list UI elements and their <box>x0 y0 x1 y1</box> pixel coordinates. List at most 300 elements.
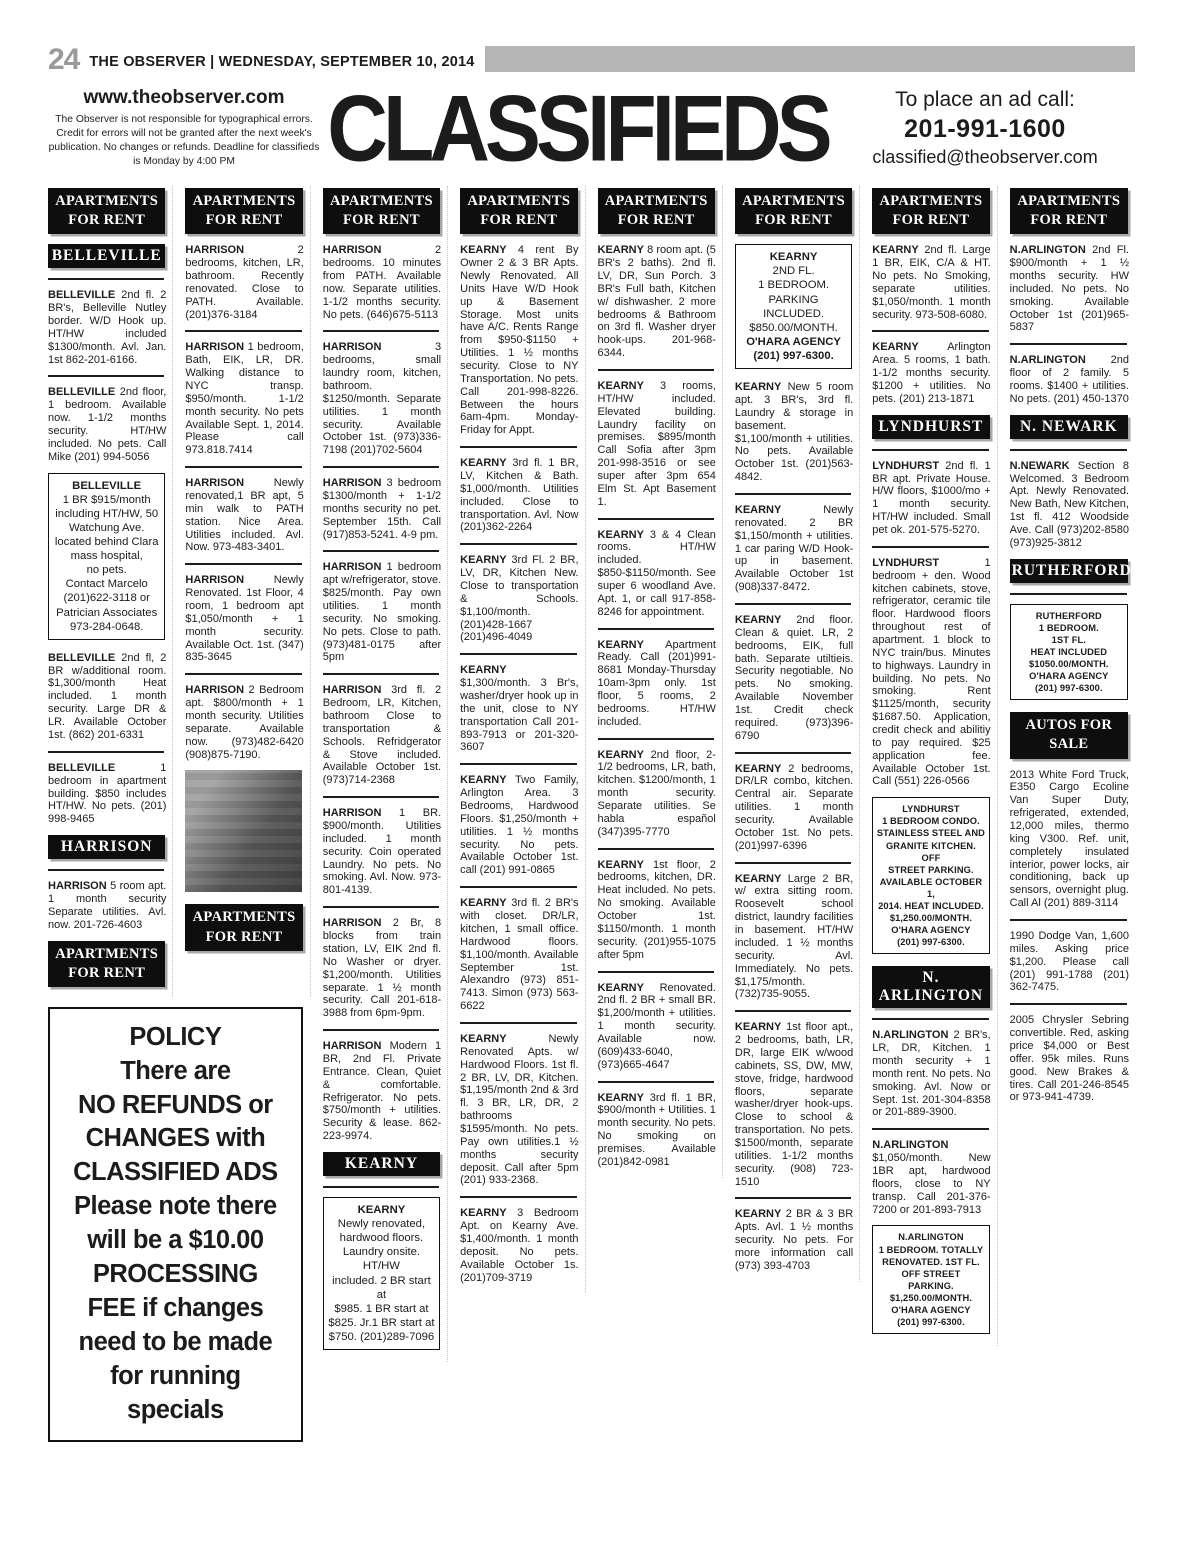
ad-divider <box>460 446 576 448</box>
classified-ad <box>598 859 716 962</box>
category-header: APARTMENTS FOR RENT <box>323 188 440 234</box>
section-header: BELLEVILLE <box>48 244 165 268</box>
boxed-ad-line: 1 BEDROOM CONDO. <box>882 816 980 827</box>
classified-ad <box>48 386 166 463</box>
classified-ad <box>460 1033 578 1187</box>
ad-lead: KEARNY <box>597 981 644 994</box>
ad-text: 2nd fl. 1 BR apt. Private House. H/W floors, $1000/mo + 1 month security. HT/HW included. Small pet ok. 201-575-5270. <box>872 459 991 536</box>
ad-divider <box>460 653 576 655</box>
boxed-ad-line: OFF STREET <box>901 1268 961 1279</box>
ad-lead: KEARNY <box>460 1032 507 1045</box>
category-header: APARTMENTS FOR RENT <box>185 188 302 234</box>
ad-text: 2nd fl. 2 BR's, Belleville Nutley border. W/D Hook up. HT/HW included $1300/month. Avl. Jan. 1st 862-201-6166. <box>48 289 167 366</box>
boxed-ad-line: GRANITE KITCHEN. OFF <box>885 840 976 863</box>
ad-text: Large 2 BR, w/ extra sitting room. Roosevelt school district, laundry facilities in basement. HT/HW included. 1 ½ months security. Avl. Immediately. No pets. $1,175/month. (732)735-9055. <box>734 872 854 1001</box>
ad-text: 2 BR & 3 BR Apts. Avl. 1 ½ months security. No pets. For more information call (973) 393-4703 <box>734 1208 854 1272</box>
ad-text: 2 bedrooms, kitchen, LR, bathroom. Recently renovated. Close to PATH. Available. (201)376-3184 <box>185 244 304 321</box>
ad-text: 2nd floor. Clean & quiet. LR, 2 bedrooms, EIK, full bath. Separate utiltieis. Security negotiable. No pets. No smoking. Available November 1st. Credit check required. (973)396-6790 <box>734 614 854 742</box>
classified-ad <box>48 762 166 826</box>
page-number: 24 <box>48 43 80 76</box>
ad-text: 2013 White Ford Truck, E350 Cargo Ecoline Van Super Duty, refrigerated, extended, 12,000 miles, thermo king V300. Ref. unit, completely insulated interior, power locks, air conditioning, back up sensors, overnight plug. Call Al (201) 889-3114 <box>1009 768 1129 910</box>
ad-lead: HARRISON <box>322 561 382 574</box>
ad-divider <box>460 1196 576 1198</box>
boxed-ad-line: 1ST FL. <box>1051 634 1086 645</box>
boxed-ad-line: BELLEVILLE <box>72 479 142 492</box>
ad-divider <box>185 330 301 332</box>
classified-ad <box>735 1208 853 1272</box>
classified-ad <box>872 244 990 321</box>
boxed-ad-line: N.ARLINGTON <box>898 1232 964 1243</box>
ad-divider <box>1010 593 1127 595</box>
page-title: CLASSIFIEDS <box>327 75 828 181</box>
ad-text: Newly Renovated. 1st Floor, 4 room, 1 bedroom apt $1,050/month + 1 month security. Available Oct. 1st. (347) 835-3645 <box>185 574 304 664</box>
ad-divider <box>48 869 164 871</box>
ad-lead: KEARNY <box>734 381 782 394</box>
ad-divider <box>872 546 988 548</box>
classified-ad <box>460 244 578 437</box>
ad-text: 2nd Fl. $900/month + 1 ½ months security. HW included. No pets. No smoking. Available October 1st (201)965-5837 <box>1009 244 1129 334</box>
ad-lead: KEARNY <box>460 244 507 257</box>
ad-lead: HARRISON <box>322 244 382 257</box>
ad-text: Arlington Area. 5 rooms, 1 bath. 1-1/2 months security. $1200 + utilities. No pets. (201) 213-1871 <box>872 341 991 405</box>
classified-ad <box>872 557 990 788</box>
disclaimer-text: The Observer is not responsible for typographical errors. Credit for errors will not be granted after the next week's publication. No changes or refunds. Deadline for classifieds is Monday by 4:00 PM <box>48 114 320 167</box>
boxed-ad-line: $850.00/MONTH. <box>749 321 838 334</box>
ad-divider <box>1010 449 1127 451</box>
ad-divider <box>598 518 714 520</box>
boxed-ad-line: located behind Clara <box>54 536 159 548</box>
classified-ad <box>323 341 441 457</box>
classified-ad <box>48 289 166 366</box>
masthead-strip <box>48 43 1135 76</box>
boxed-ad-line: including HT/HW, 50 <box>55 507 159 520</box>
ad-text: Apartment Ready. Call (201)991-8681 Monday-Thursday 10am-3pm only. 1st floor, 5 rooms, 2 bedrooms. HT/HW included. <box>597 638 716 728</box>
section-header: N. ARLINGTON <box>872 966 989 1008</box>
boxed-ad-line: (201) 997-6300. <box>1034 683 1103 694</box>
ad-divider <box>185 563 301 565</box>
classified-ad <box>460 457 578 534</box>
ad-text: 2005 Chrysler Sebring convertible. Red, asking price $4,000 or Best offer. 95k miles. Runs good. New Brakes & tires. Call 201-246-8545 or 973-941-4739. <box>1009 1014 1129 1104</box>
ad-text: 3 bedroom $1300/month + 1-1/2 months security no pet. September 15th. Call (917)853-5241. 4-9 pm. <box>322 477 442 541</box>
ad-divider <box>598 738 714 740</box>
column-1 <box>48 186 173 997</box>
ad-divider <box>323 330 439 332</box>
ad-divider <box>48 751 164 753</box>
publisher-info <box>48 87 320 169</box>
ad-divider <box>1010 343 1127 345</box>
site-url: www.theobserver.com <box>83 87 285 109</box>
classified-ad <box>185 684 303 761</box>
ad-divider <box>48 278 164 280</box>
ad-divider <box>460 886 576 888</box>
ad-divider <box>460 1022 576 1024</box>
classified-ad <box>323 807 441 897</box>
classified-ad <box>1010 354 1129 405</box>
ad-lead: KEARNY <box>460 554 507 567</box>
ad-lead: KEARNY <box>460 457 507 470</box>
ad-text: Two Family, Arlington Area. 3 Bedrooms, Hardwood Floors. $1,250/month + utilities. 1 ½ months security. No pets. Available October 1st. call (201) 991-0865 <box>460 774 579 877</box>
ad-divider <box>460 543 576 545</box>
ad-text: 3 Bedroom Apt. on Kearny Ave. $1,400/month. 1 month deposit. No pets. Available October 1s. (201)709-3719 <box>460 1207 579 1284</box>
category-header: APARTMENTS FOR RENT <box>735 188 852 234</box>
classified-ad <box>735 504 853 594</box>
boxed-ad-line: Newly renovated, <box>337 1218 426 1231</box>
classified-ad <box>185 341 303 457</box>
left-columns-row <box>48 186 311 997</box>
classified-ad <box>323 561 441 664</box>
boxed-ad-line: 1 BR $915/month <box>62 493 151 506</box>
ad-lead: KEARNY <box>597 1091 644 1104</box>
column-4 <box>460 186 585 1293</box>
classified-ad <box>460 897 578 1013</box>
boxed-ad-line: STAINLESS STEEL AND <box>876 828 985 839</box>
ad-text: 1 bedroom, Bath, EIK, LR, DR. Walking distance to NYC transp. $950/month. 1-1/2 month security. No pets Available Sept. 1, 2014. Please call 973.818.7414 <box>185 341 304 457</box>
ad-text: New 5 room apt. 3 BR's, 3rd fl. Laundry & storage in basement. $1,100/month + utilities. No pets. Available October 1st. (201)563-4842. <box>734 381 854 484</box>
ad-lead: HARRISON <box>185 574 245 587</box>
ad-lead: KEARNY <box>597 379 644 392</box>
ad-text: Newly renovated,1 BR apt, 5 min walk to PATH station. Nice Area. Utilities included. Avl. Now. 973-483-3401. <box>185 477 304 554</box>
classified-ad <box>460 774 578 877</box>
policy-line: CLASSIFIED ADS <box>73 1158 278 1187</box>
ad-text: 2nd fl. Large 1 BR, EIK, C/A & HT. No pets. No Smoking, separate utilities. $1,050/month. 1 month security. 973-508-6080. <box>872 244 991 321</box>
left-column-stack <box>48 186 311 1442</box>
boxed-ad-line: HEAT INCLUDED <box>1030 646 1108 657</box>
ad-text: 2nd floor, 1 bedroom. Available now. 1-1/2 months security. HT/HW included. No pets. Call Mike (201) 994-5056 <box>48 386 167 463</box>
ad-text: 1st floor, 2 bedrooms, kitchen, DR. Heat included. No pets. No smoking. Available October 1st. $1150/month. 1 month security. (201)955-1075 after 5pm <box>597 858 716 961</box>
ad-lead: KEARNY <box>734 614 782 627</box>
policy-line: CHANGES with <box>85 1124 266 1153</box>
ad-lead: HARRISON <box>322 917 382 930</box>
ad-divider <box>735 1197 851 1199</box>
classified-ad <box>735 614 853 743</box>
ad-lead: KEARNY <box>734 762 782 775</box>
classified-ad <box>735 381 853 484</box>
boxed-ad-line: STREET PARKING. <box>888 864 974 875</box>
ad-divider <box>872 330 988 332</box>
ad-text: 1 bedroom apt w/refrigerator, stove. $825/month. Pay own utilities. 1 month security. No smoking. No pets. Close to path. (973)481-0175 after 5pm <box>322 561 442 664</box>
classified-ad <box>323 917 441 1020</box>
ad-call-label: To place an ad call: <box>895 88 1075 111</box>
ad-text: 2nd floor of 2 family. 5 rooms. $1400 + utilities. No pets. (201) 450-1370 <box>1009 354 1129 405</box>
classified-ad <box>1010 244 1129 334</box>
policy-line: NO REFUNDS or <box>78 1090 273 1119</box>
ad-divider <box>185 466 301 468</box>
ad-lead: KEARNY <box>597 748 644 761</box>
ad-call-phone: 201-991-1600 <box>904 115 1066 143</box>
classified-ad <box>598 529 716 619</box>
column-8 <box>1010 186 1135 1113</box>
boxed-ad <box>48 473 165 640</box>
contact-info <box>835 88 1135 168</box>
classified-ad <box>735 1021 853 1188</box>
boxed-ad-line: mass hospital, <box>70 550 143 563</box>
classified-ad <box>872 460 990 537</box>
boxed-ad <box>872 797 989 954</box>
boxed-ad-line: O'HARA AGENCY <box>746 335 841 348</box>
ad-lead: HARRISON <box>322 1040 382 1053</box>
ad-divider <box>460 763 576 765</box>
ad-lead: KEARNY <box>460 774 507 787</box>
category-header: APARTMENTS FOR RENT <box>48 941 165 987</box>
boxed-ad-line: $1,250.00/MONTH. <box>889 1292 973 1303</box>
boxed-ad-line: Watchung Ave. <box>69 521 145 534</box>
classified-ad <box>460 554 578 644</box>
classified-ad <box>598 380 716 509</box>
ad-lead: KEARNY <box>460 664 507 677</box>
policy-line: need to be made <box>78 1327 273 1356</box>
category-header: AUTOS FOR SALE <box>1010 712 1128 758</box>
boxed-ad-line: KEARNY <box>769 251 818 264</box>
ad-text: 1 BR. $900/month. Utilities included. 1 month security. Coin operated Laundry. No pets. No smoking. Avl. Now. 973-801-4139. <box>322 807 442 897</box>
ad-divider <box>598 628 714 630</box>
ad-lead: KEARNY <box>460 897 507 910</box>
category-header: APARTMENTS FOR RENT <box>460 188 577 234</box>
ad-text: 3rd fl. 1 BR, $900/month + Utilities. 1 month security. No pets. No smoking on premises. Available (201)842-0981 <box>597 1091 716 1168</box>
listing-photo <box>185 770 301 892</box>
ad-lead: KEARNY <box>872 244 919 257</box>
column-3 <box>323 186 448 1362</box>
ad-divider <box>48 375 164 377</box>
ad-divider <box>323 1186 439 1188</box>
ad-lead: HARRISON <box>322 807 382 820</box>
ad-text: Modern 1 BR, 2nd Fl. Private Entrance. Clean, Quiet & comfortable. Refrigerator. No pets. $750/month + utilities. Security & lease. 862-223-9974. <box>322 1040 442 1143</box>
boxed-ad-line: hardwood floors. <box>339 1232 424 1245</box>
ad-lead: N.NEWARK <box>1009 459 1070 472</box>
boxed-ad-line: O'HARA AGENCY <box>1029 671 1109 682</box>
policy-line: will be a $10.00 <box>87 1226 264 1255</box>
section-header: RUTHERFORD <box>1010 559 1128 583</box>
ad-lead: BELLEVILLE <box>48 386 116 399</box>
classified-ad <box>735 873 853 1002</box>
ad-lead: N.ARLINGTON <box>1009 244 1086 257</box>
boxed-ad-line: PARKING. <box>908 1280 954 1291</box>
ad-lead: HARRISON <box>322 684 382 697</box>
classified-ad <box>323 1040 441 1143</box>
category-header: APARTMENTS FOR RENT <box>1010 188 1128 234</box>
boxed-ad-line: PARKING INCLUDED. <box>763 293 824 320</box>
boxed-ad-line: 973-284-0648. <box>69 620 144 633</box>
column-7 <box>872 186 997 1346</box>
ad-divider <box>872 1128 988 1130</box>
classified-ad <box>872 1139 990 1216</box>
boxed-ad-line: (201)622-3118 or <box>63 592 150 605</box>
ad-divider <box>1010 1003 1127 1005</box>
ad-text: 8 room apt. (5 BR's 2 baths). 2nd fl. LV, DR, Sun Porch. 3 BR's Full bath, Kitchen w/ dishwasher. 2 more bedrooms & Bathroom on 3rd fl. Washer dryer hook-ups. 201-968-6344. <box>597 244 716 360</box>
ad-text: 1990 Dodge Van, 1,600 miles. Asking price $1,200. Please call (201) 991-1788 (201) 362-7475. <box>1009 929 1129 994</box>
category-header: APARTMENTS FOR RENT <box>598 188 715 234</box>
boxed-ad-line: 2ND FL. <box>772 265 815 278</box>
ad-lead: BELLEVILLE <box>48 761 116 774</box>
boxed-ad-line: RENOVATED. 1ST FL. <box>882 1256 980 1267</box>
ad-divider <box>872 449 988 451</box>
boxed-ad-line: LYNDHURST <box>902 804 960 815</box>
classifieds-banner <box>48 75 1135 181</box>
ad-lead: HARRISON <box>185 244 245 257</box>
ad-lead: KEARNY <box>597 244 644 257</box>
ad-divider <box>598 971 714 973</box>
ad-lead: N.ARLINGTON <box>872 1139 949 1152</box>
boxed-ad-line: O'HARA AGENCY <box>891 1304 971 1315</box>
ad-divider <box>598 848 714 850</box>
ad-call-email: classified@theobserver.com <box>872 147 1098 167</box>
ad-text: 3rd fl. 2 BR's with closet. DR/LR, kitchen, 1 small office. Hardwood floors. $1,100/month. Available September 1st. Alexandro (973) 851-7413. Simon (973) 563-6622 <box>460 897 579 1013</box>
ad-text: 3rd fl. 1 BR, LV, Kitchen & Bath. $1,000/month. Utilities included. Close to transportation. Avl. Now (201)362-2264 <box>460 457 579 534</box>
classified-ad <box>598 244 716 360</box>
section-header: KEARNY <box>323 1152 440 1176</box>
ad-lead: KEARNY <box>734 872 782 885</box>
boxed-ad-line: $750. (201)289-7096 <box>328 1330 435 1343</box>
policy-line: PROCESSING <box>92 1260 258 1289</box>
category-header: APARTMENTS FOR RENT <box>48 188 165 234</box>
page-header <box>0 43 1177 181</box>
classified-ad <box>185 477 303 554</box>
ad-divider <box>735 493 851 495</box>
ad-text: 1 bedroom + den. Wood kitchen cabinets, stove, refrigerator, ceramic tile floor. Hardwood floors throughout rest of apartment. 1 block to NYC train/bus. Minutes to highways. Laundry in building. No pets. No smoking. Rent $1125/month, security $1687.50. Application, credit check and abilitiy to pay required. $25 application fee. Available October 1st. Call (551) 226-0566 <box>872 556 991 788</box>
ad-text: 3 bedrooms, small laundry room, kitchen, bathroom. $1250/month. Separate utilities. 1 month security. Available October 1st. (973)336-7198 (201)702-5604 <box>322 341 442 457</box>
ad-divider <box>323 673 439 675</box>
ad-divider <box>872 1018 988 1020</box>
ad-lead: HARRISON <box>48 880 107 893</box>
ad-lead: N.ARLINGTON <box>872 1029 949 1042</box>
ad-lead: KEARNY <box>460 1207 507 1220</box>
classified-ad <box>598 639 716 729</box>
ad-lead: HARRISON <box>185 477 245 490</box>
classified-ad <box>48 880 166 931</box>
ad-text: Newly Renovated Apts. w/ Hardwood Floors. 1st fl. 2 BR, LV, DR, Kitchen. $1,195/month 2nd & 3rd fl. 3 BR, LR, DR, 2 bathrooms $1595/month. No pets. Pay own utilities.1 ½ months security deposit. Call after 5pm (201) 933-2368. <box>460 1032 579 1187</box>
boxed-ad <box>735 244 852 369</box>
boxed-ad-line: $1,250.00/MONTH. <box>889 913 973 924</box>
boxed-ad-line: Patrician Associates <box>56 606 158 619</box>
classified-ad <box>598 1092 716 1169</box>
ad-text: 2 Bedroom apt. $800/month + 1 month security. Utilities separate. Available now. (973)482-6420 (908)875-7190. <box>185 684 304 761</box>
ad-divider <box>598 369 714 371</box>
classified-ad <box>1010 460 1129 550</box>
classified-ad <box>1010 930 1129 994</box>
ad-lead: KEARNY <box>734 1208 782 1221</box>
classifieds-grid <box>48 186 1135 1442</box>
category-header: APARTMENTS FOR RENT <box>185 904 302 950</box>
boxed-ad-line: included. 2 BR start at <box>332 1274 431 1301</box>
ad-text: 4 rent By Owner 2 & 3 BR Apts. Newly Renovated. All Units Have W/D Hook up & Basement Storage. Most units have A/C. Rents Range from $950-$1150 + Utilities. 1 ½ months security. Close to NY Transportation. No pets. Call 201-998-8226. Between the hours 6am-4pm. Monday-Friday for Appt. <box>460 244 579 437</box>
ad-divider <box>598 1081 714 1083</box>
classified-ad <box>598 749 716 839</box>
ad-divider <box>735 603 851 605</box>
masthead-title: THE OBSERVER | WEDNESDAY, SEPTEMBER 10, 2014 <box>89 54 475 70</box>
ad-lead: KEARNY <box>597 638 644 651</box>
boxed-ad-line: (201) 997-6300. <box>753 350 834 363</box>
classified-ad <box>872 1029 990 1119</box>
policy-line: There are <box>120 1056 231 1085</box>
ad-text: 2nd fl, 2 BR w/additional room. $1,300/month Heat included. 1 month security. Large DR & LR. Available October 1st. (862) 201-6331 <box>48 651 167 741</box>
classified-ad <box>48 652 166 742</box>
ad-text: Newly renovated. 2 BR $1,150/month + utilities. 1 car paring W/D Hook-up in basement. Available October 1st (908)337-8472. <box>734 504 854 594</box>
ad-text: 2 BR's, LR, DR, Kitchen. 1 month security + 1 month rent. No pets. No smoking. Avl. Now or Sept. 1st. 201-304-8358 or 201-889-3900. <box>872 1029 991 1119</box>
ad-text: 2 bedrooms, DR/LR combo, kitchen. Central air. Separate utilities. 1 month security. Available October 1st. No pets. (201)997-6396 <box>734 762 854 852</box>
ad-lead: BELLEVILLE <box>48 289 116 302</box>
boxed-ad <box>1010 604 1128 701</box>
classified-ad <box>735 763 853 853</box>
boxed-ad-line: (201) 997-6300. <box>897 937 965 948</box>
classified-ad <box>598 982 716 1072</box>
ad-lead: KEARNY <box>872 341 919 354</box>
boxed-ad-line: O'HARA AGENCY <box>891 925 971 936</box>
ad-lead: LYNDHURST <box>872 459 940 472</box>
ad-divider <box>735 1010 851 1012</box>
policy-line: specials <box>127 1395 224 1424</box>
category-header: APARTMENTS FOR RENT <box>872 188 989 234</box>
masthead-bar <box>485 46 1135 72</box>
section-header: HARRISON <box>48 835 165 859</box>
ad-lead: KEARNY <box>597 528 644 541</box>
classified-ad <box>185 244 303 321</box>
boxed-ad-line: (201) 997-6300. <box>897 1316 965 1327</box>
classified-ad <box>323 684 441 787</box>
policy-line: Please note there <box>74 1192 277 1221</box>
ad-text: 1st floor apt., 2 bedrooms, bath, LR, DR, large EIK w/wood cabinets, SS, DW, MW, stove, fridge, hardwood floors, separate washer/dryer hook-ups. Close to school & transportation. No pets. $1500/month, separate utilities. 1-1/2 months security. (908) 723-1510 <box>734 1021 854 1188</box>
boxed-ad-line: 1 BEDROOM. <box>758 279 830 292</box>
policy-line: POLICY <box>129 1022 222 1051</box>
boxed-ad-line: Contact Marcelo <box>65 578 148 591</box>
ad-text: 1 bedroom in apartment building. $850 includes HT/HW. No pets. (201) 998-9465 <box>48 761 167 826</box>
boxed-ad-line: AVAILABLE OCTOBER 1, <box>879 876 983 899</box>
ad-text: Renovated. 2nd fl. 2 BR + small BR. $1,200/month + utilities. 1 month security. Available now. (609)433-6040, (973)665-4647 <box>597 981 716 1071</box>
ad-lead: BELLEVILLE <box>48 651 116 664</box>
ad-divider <box>323 796 439 798</box>
boxed-ad-line: Laundry onsite. HT/HW <box>342 1246 421 1273</box>
ad-lead: KEARNY <box>734 1021 782 1034</box>
policy-line: for running <box>110 1361 241 1390</box>
ad-text: 3rd fl. 2 Bedroom, LR, Kitchen, bathroom Close to transportation & Schools. Refridgerator & Stove included. Available October 1st. (973)714-2368 <box>322 684 442 787</box>
ad-lead: KEARNY <box>734 504 782 516</box>
section-header: LYNDHURST <box>872 415 989 439</box>
ad-text: 3 & 4 Clean rooms. HT/HW included. $850-$1150/month. See super 6 woodland Ave. Apt. 1, or call 917-858-8246 for appointment. <box>597 528 716 618</box>
boxed-ad-line: $1050.00/MONTH. <box>1029 659 1109 670</box>
classified-ad <box>460 664 578 754</box>
ad-divider <box>323 1029 439 1031</box>
ad-lead: HARRISON <box>185 341 245 354</box>
ad-divider <box>185 673 301 675</box>
ad-text: Section 8 Welcomed. 3 Bedroom Apt. Newly Renovated. New Bath, New Kitchen, 1st fl. 412 Woodside Ave. Call (973)202-8580 (973)925-3812 <box>1009 459 1129 549</box>
boxed-ad-line: $825. Jr.1 BR start at <box>328 1316 435 1329</box>
ad-divider <box>1010 919 1127 921</box>
classified-ad <box>323 244 441 321</box>
classified-ad <box>1010 1014 1129 1104</box>
ad-text: 2 Br, 8 blocks from train station, LV, EIK 2nd fl. No Washer or dryer. $1,200/month. Utilities separate. 1 ½ month security. Call 201-618-3988 from 6pm-9pm. <box>322 917 442 1020</box>
boxed-ad-line: RUTHERFORD <box>1035 610 1102 621</box>
classified-ad <box>460 1207 578 1284</box>
ad-lead: HARRISON <box>185 684 245 697</box>
column-6 <box>735 186 860 1282</box>
ad-divider <box>323 466 439 468</box>
classified-ad <box>872 341 990 405</box>
ad-text: $1,050/month. New 1BR apt, hardwood floors, close to NY transp. Call 201-376-7200 or 201-893-7913 <box>872 1152 991 1216</box>
boxed-ad-line: no pets. <box>86 564 127 577</box>
column-2 <box>185 186 310 997</box>
boxed-ad <box>323 1197 440 1350</box>
section-header: N. NEWARK <box>1010 415 1128 439</box>
classified-ad <box>1010 769 1129 910</box>
ad-divider <box>323 906 439 908</box>
column-5 <box>598 186 723 1178</box>
boxed-ad-line: 1 BEDROOM. TOTALLY <box>878 1244 984 1255</box>
ad-lead: HARRISON <box>322 341 382 354</box>
ad-text: 5 room apt. 1 month security Separate utilities. Avl. now. 201-726-4603 <box>48 880 167 931</box>
ad-lead: KEARNY <box>597 858 644 871</box>
ad-divider <box>735 752 851 754</box>
boxed-ad-line: 1 BEDROOM. <box>1038 622 1099 633</box>
boxed-ad <box>872 1225 989 1334</box>
ad-lead: N.ARLINGTON <box>1009 354 1086 367</box>
